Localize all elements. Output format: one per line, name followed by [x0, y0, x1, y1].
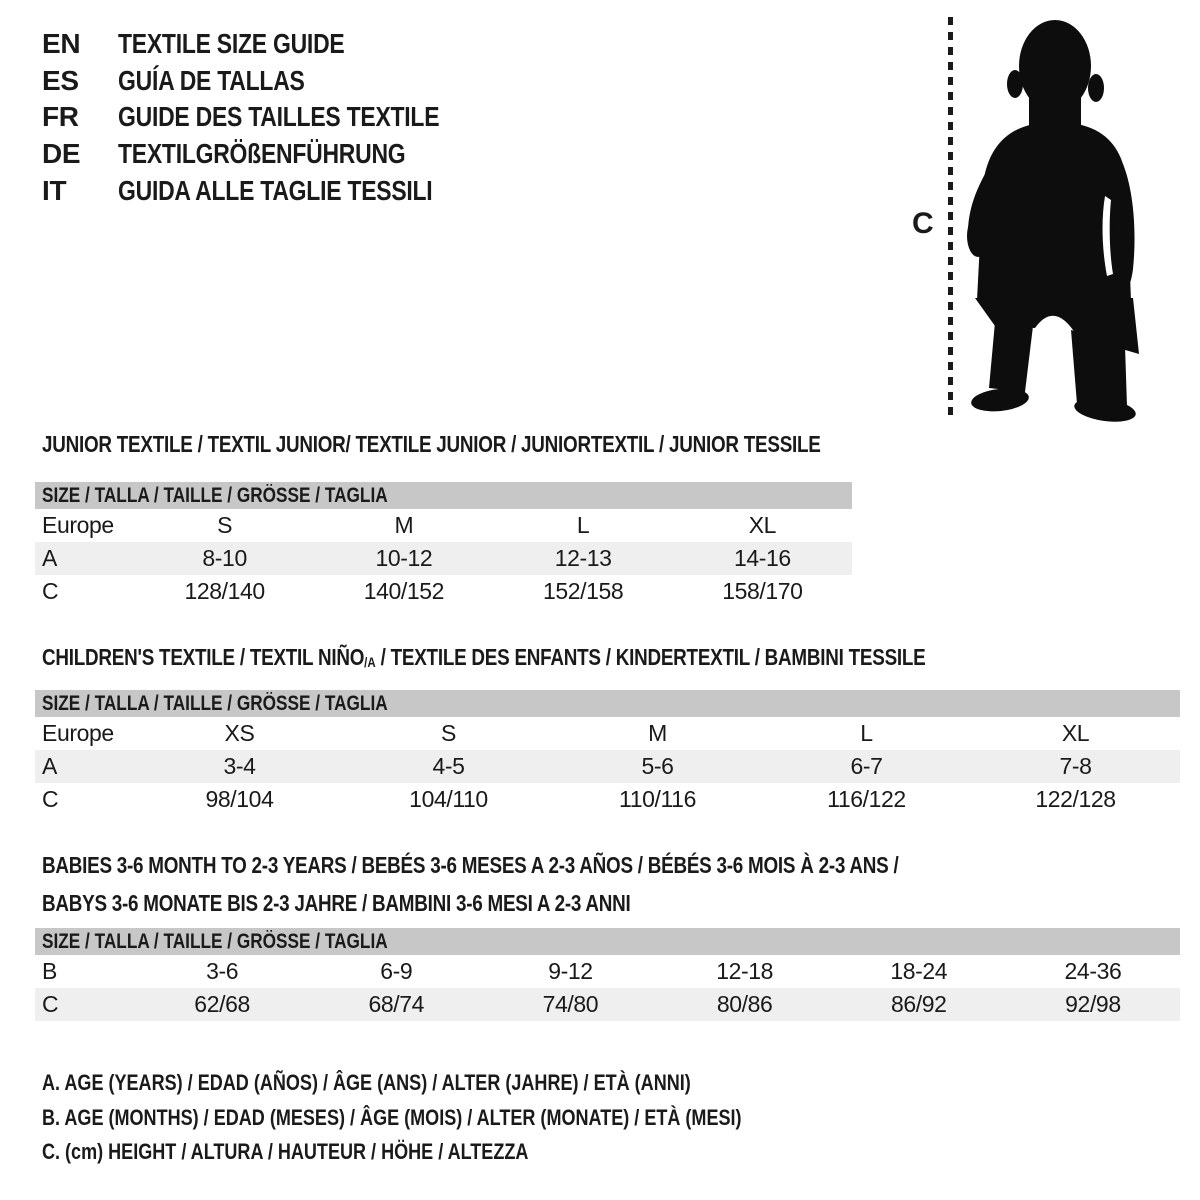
row-label: C: [42, 578, 59, 604]
language-code: FR: [42, 101, 79, 133]
legend-line-b-text: B. AGE (MONTHS) / EDAD (MESES) / ÂGE (MOIS) / ALTER (MONATE) / ETÀ (MESI): [42, 1104, 742, 1130]
size-header-label: SIZE / TALLA / TAILLE / GRÖSSE / TAGLIA: [42, 929, 388, 953]
language-label: GUIDA ALLE TAGLIE TESSILI: [118, 174, 433, 206]
row-label: A: [42, 753, 57, 779]
right-ear: [1088, 74, 1104, 102]
value-cell: 68/74: [368, 991, 425, 1017]
legend-line-c-text: C. (cm) HEIGHT / ALTURA / HAUTEUR / HÖHE / ALTEZZA: [42, 1139, 529, 1165]
value-cell: 9-12: [548, 958, 593, 984]
value-cell: 158/170: [722, 578, 803, 604]
value-cell: 14-16: [733, 545, 791, 571]
language-code: ES: [42, 64, 79, 96]
row-label: C: [42, 786, 59, 812]
left-hand: [967, 215, 989, 257]
row-label: A: [42, 545, 57, 571]
toddler-silhouette-icon: [955, 14, 1140, 424]
babies-months-row: [35, 955, 1180, 988]
language-label: GUIDE DES TAILLES TEXTILE: [118, 101, 440, 133]
value-cell: 12-18: [716, 958, 774, 984]
value-cell: 10-12: [375, 545, 433, 571]
children-title-small: /A: [364, 654, 376, 670]
height-dashed-line: [948, 17, 953, 417]
babies-size-table: [35, 928, 1180, 1021]
legend-line-a-text: A. AGE (YEARS) / EDAD (AÑOS) / ÂGE (ANS) / ALTER (JAHRE) / ETÀ (ANNI): [42, 1070, 691, 1096]
value-cell: 7-8: [1059, 753, 1092, 779]
value-cell: 3-4: [223, 753, 256, 779]
left-leg: [989, 322, 1033, 392]
junior-section-title-text: JUNIOR TEXTILE / TEXTIL JUNIOR/ TEXTILE JUNIOR / JUNIORTEXTIL / JUNIOR TESSILE: [42, 431, 821, 457]
value-cell: 140/152: [363, 578, 445, 604]
language-code: EN: [42, 28, 81, 60]
children-region-row: [35, 717, 1180, 750]
value-cell: 18-24: [890, 958, 948, 984]
size-cell: M: [394, 512, 414, 538]
measure-legend: [42, 1066, 895, 1170]
region-label: Europe: [42, 512, 114, 538]
junior-height-row: [35, 575, 852, 608]
language-row-es: [42, 63, 510, 100]
children-height-row: [35, 783, 1180, 816]
children-title-part2: / TEXTILE DES ENFANTS / KINDERTEXTIL / BAMBINI TESSILE: [375, 644, 926, 670]
size-cell: XL: [1061, 720, 1090, 746]
value-cell: 116/122: [827, 786, 906, 812]
language-label: TEXTILGRÖßENFÜHRUNG: [118, 138, 406, 170]
babies-section-title: [42, 846, 1087, 922]
language-code: IT: [42, 174, 67, 206]
value-cell: 110/116: [619, 786, 696, 812]
language-guide: [42, 26, 510, 209]
value-cell: 74/80: [542, 991, 599, 1017]
legend-line-a: [42, 1066, 895, 1101]
language-label: GUÍA DE TALLAS: [118, 64, 305, 96]
size-cell: L: [576, 512, 590, 538]
size-cell: XL: [748, 512, 777, 538]
children-size-table: [35, 690, 1180, 816]
value-cell: 92/98: [1065, 991, 1121, 1017]
size-header-label: SIZE / TALLA / TAILLE / GRÖSSE / TAGLIA: [42, 691, 388, 715]
value-cell: 5-6: [641, 753, 674, 779]
language-code: DE: [42, 138, 81, 170]
value-cell: 86/92: [890, 991, 947, 1017]
children-title-part1: CHILDREN'S TEXTILE / TEXTIL NIÑO: [42, 644, 365, 670]
language-row-fr: [42, 99, 510, 136]
children-section-title: [42, 644, 1119, 671]
language-row-en: [42, 26, 510, 63]
row-label: B: [42, 958, 57, 984]
size-cell: L: [860, 720, 873, 746]
junior-size-table: [35, 482, 852, 608]
size-header-bar: [35, 928, 1180, 955]
junior-section-title: [42, 431, 992, 458]
value-cell: 24-36: [1064, 958, 1122, 984]
value-cell: 122/128: [1035, 786, 1116, 812]
size-header-bar: [35, 690, 1180, 717]
legend-line-c: [42, 1135, 895, 1170]
junior-age-row: [35, 542, 852, 575]
size-header-bar: [35, 482, 852, 509]
babies-title-line2: BABYS 3-6 MONATE BIS 2-3 JAHRE / BAMBINI 3-6 MESI A 2-3 ANNI: [42, 889, 631, 916]
left-ear: [1007, 70, 1023, 98]
value-cell: 6-7: [850, 753, 883, 779]
language-row-de: [42, 136, 510, 173]
babies-title-line1: BABIES 3-6 MONTH TO 2-3 YEARS / BEBÉS 3-6 MESES A 2-3 AÑOS / BÉBÉS 3-6 MOIS À 2-3 ANS /: [42, 851, 899, 878]
babies-height-row: [35, 988, 1180, 1021]
value-cell: 104/110: [409, 786, 488, 812]
value-cell: 12-13: [554, 545, 612, 571]
size-cell: S: [441, 720, 456, 746]
value-cell: 8-10: [202, 545, 247, 571]
row-label: C: [42, 991, 59, 1017]
value-cell: 4-5: [432, 753, 465, 779]
size-cell: M: [648, 720, 667, 746]
region-label: Europe: [42, 720, 114, 746]
size-cell: S: [217, 512, 233, 538]
children-section-title-text: [42, 644, 926, 671]
value-cell: 6-9: [380, 958, 413, 984]
height-measure-label: C: [912, 207, 934, 240]
language-label: TEXTILE SIZE GUIDE: [118, 28, 345, 60]
value-cell: 3-6: [206, 958, 239, 984]
legend-line-b: [42, 1101, 895, 1136]
value-cell: 128/140: [184, 578, 265, 604]
value-cell: 152/158: [542, 578, 624, 604]
size-header-label: SIZE / TALLA / TAILLE / GRÖSSE / TAGLIA: [42, 483, 388, 507]
value-cell: 98/104: [205, 786, 274, 812]
junior-region-row: [35, 509, 852, 542]
children-age-row: [35, 750, 1180, 783]
value-cell: 80/86: [716, 991, 773, 1017]
size-cell: XS: [224, 720, 255, 746]
language-row-it: [42, 172, 510, 209]
value-cell: 62/68: [194, 991, 250, 1017]
